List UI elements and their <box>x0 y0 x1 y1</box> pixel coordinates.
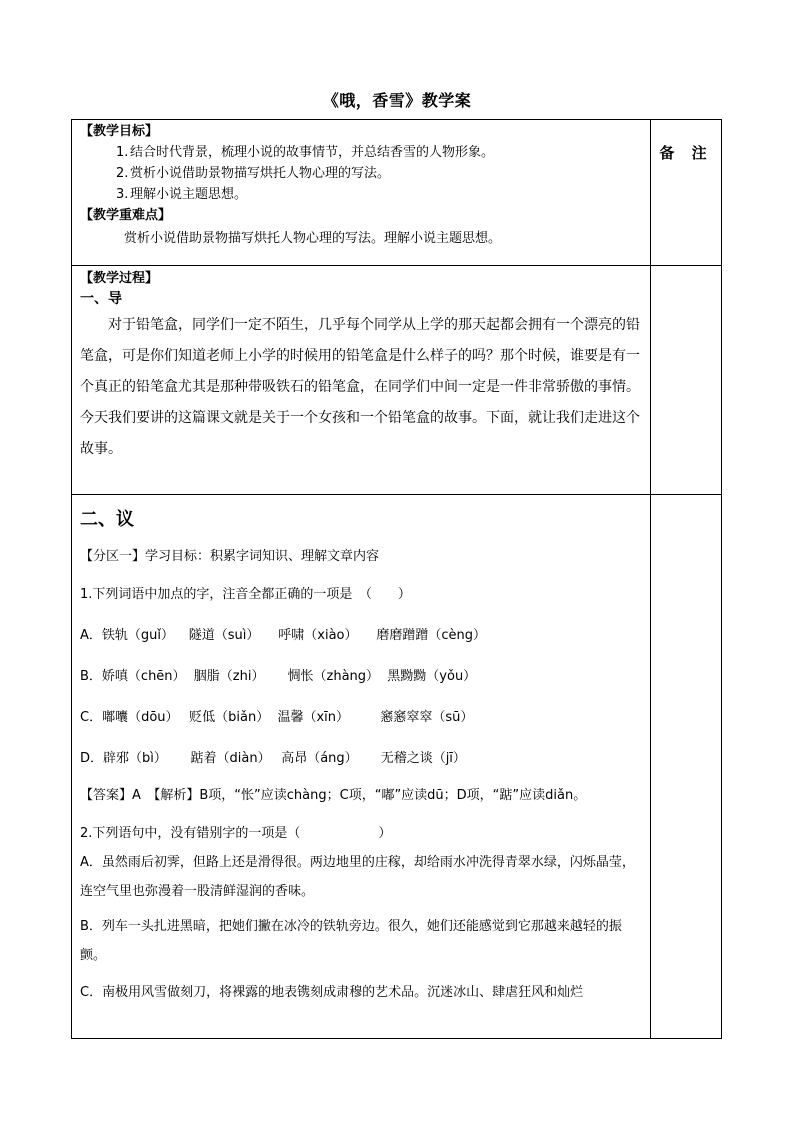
table-bottom-border <box>71 1038 722 1039</box>
question-2-option-c: C．南极用风雪做刻刀，将裸露的地表镌刻成肃穆的艺术品。沉迷冰山、肆虐狂风和灿烂 <box>80 985 584 1000</box>
objectives-cell <box>71 119 651 266</box>
objective-item: 2. 赏析小说借助景物描写烘托人物心理的写法。 <box>116 166 391 181</box>
section-one-heading: 一、导 <box>80 291 122 307</box>
question-2-option-a: A．虽然雨后初霁，但路上还是滑得很。两边地里的庄稼，却给雨水冲洗得青翠水绿，闪烁晶莹，连空气里也弥漫着一股清鲜湿润的香味。 <box>80 855 635 899</box>
question-1-stem: 1.下列词语中加点的字，注音全都正确的一项是 （ ） <box>80 587 411 602</box>
zone-heading: 【分区一】学习目标：积累字词知识、理解文章内容 <box>80 549 380 564</box>
lead-in-paragraph: 对于铅笔盒，同学们一定不陌生，几乎每个同学从上学的那天起都会拥有一个漂亮的铅笔盒，可是你们知道老师上小学的时候用的铅笔盒是什么样子的吗？那个时候，谁要是有一个真正的铅笔盒尤其是那种带吸铁石的铅笔盒，在同学们中间一定是一件非常骄傲的事情。今天我们要讲的这篇课文就是关于一个女孩和一个铅笔盒的故事。下面，就让我们走进这个故事。 <box>80 317 640 457</box>
objective-item: 1. 结合时代背景，梳理小说的故事情节，并总结香雪的人物形象。 <box>116 145 495 160</box>
discussion-cell <box>71 494 651 1039</box>
objective-item: 3. 理解小说主题思想。 <box>116 187 248 202</box>
objectives-heading: 【教学目标】 <box>80 124 159 139</box>
remark-cell-empty <box>650 494 722 1039</box>
question-1-option: C．嘟囔（dōu） 贬低（biǎn） 温馨（xīn） 窸窸窣窣（sū） <box>80 710 474 725</box>
question-2-option-b: B．列车一头扎进黑暗，把她们撇在冰冷的铁轨旁边。很久，她们还能感觉到它那越来越轻的振颤。 <box>80 919 622 963</box>
section-two-heading: 二、议 <box>80 509 134 530</box>
question-1-option: A．铁轨（guǐ） 隧道（suì） 呼啸（xiào） 磨磨蹭蹭（cèng） <box>80 628 487 643</box>
process-cell <box>71 265 651 495</box>
question-2-stem: 2.下列语句中，没有错别字的一项是（ ） <box>80 826 392 841</box>
remark-cell <box>650 119 722 266</box>
document-title: 《哦，香雪》教学案 <box>322 91 472 110</box>
question-1-option: D．辟邪（bì） 踮着（diàn） 高昂（áng） 无稽之谈（jī） <box>80 751 466 766</box>
question-1-option: B．娇嗔（chēn） 胭脂（zhi） 惆怅（zhàng） 黑黝黝（yǒu） <box>80 669 477 684</box>
process-heading: 【教学过程】 <box>80 271 159 286</box>
remark-cell-empty <box>650 265 722 495</box>
key-points-text: 赏析小说借助景物描写烘托人物心理的写法。理解小说主题思想。 <box>124 231 502 246</box>
key-points-heading: 【教学重难点】 <box>80 208 172 223</box>
remark-label: 备 注 <box>659 144 713 162</box>
question-1-answer: 【答案】A 【解析】B项，“怅”应读chàng；C项，“嘟”应读dū；D项，“踮”应读diǎn。 <box>80 788 587 803</box>
